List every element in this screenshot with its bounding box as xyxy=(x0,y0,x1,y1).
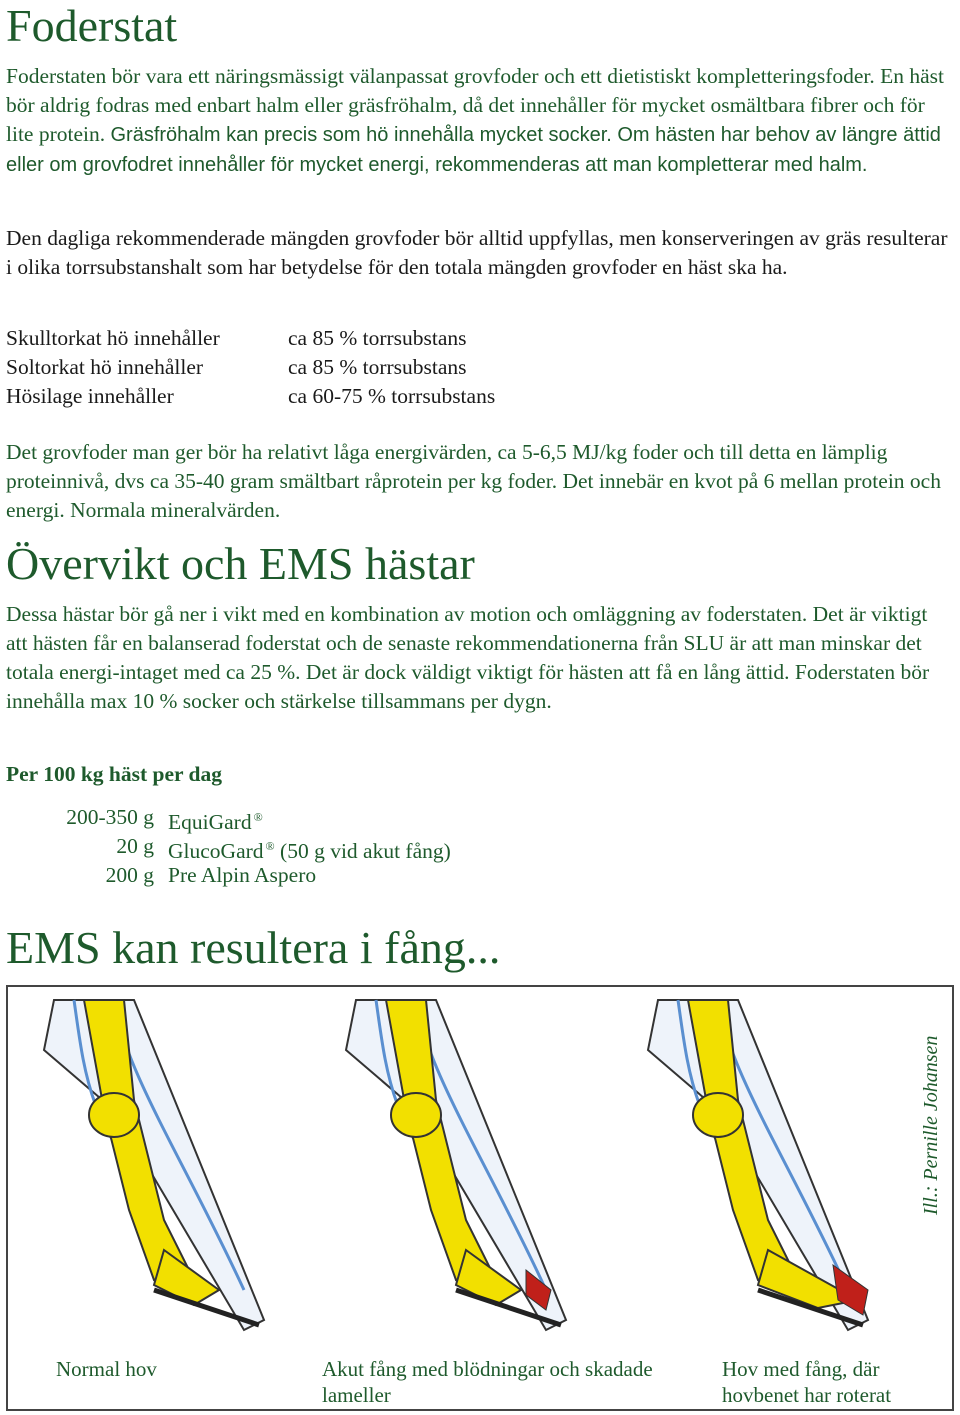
caption-acute: Akut fång med blödningar och skadade lameller xyxy=(322,1357,653,1407)
roughage-paragraph: Den dagliga rekommenderade mängden grovfoder bör alltid uppfyllas, men konserveringen av gräs resulterar i olika torrsubstanshalt som har betydelse för den totala mängden grovfoder en häst ska ha. xyxy=(6,226,948,279)
intro-sans-text: Gräsfröhalm kan precis som hö innehålla mycket socker. Om hästen har behov av längre ättid eller om grovfodret innehåller för mycket energi, rekommenderas att man kompletterar med halm. xyxy=(6,124,941,176)
caption-normal: Normal hov xyxy=(56,1357,157,1381)
dose-note: (50 g vid akut fång) xyxy=(280,839,451,863)
illustration-credit: Ill.: Pernille Johansen xyxy=(920,1035,942,1215)
table-row xyxy=(6,324,467,353)
rotated-hoof-illustration xyxy=(618,990,918,1340)
table-label: Skulltorkat hö innehåller xyxy=(6,326,220,350)
intro-green-text: Foderstaten bör vara ett näringsmässigt välanpassat grovfoder och ett dietistiskt kompletteringsfoder. En häst bör aldrig fodras med enbart halm eller gräsfröhalm, då det innehåller för mycket osmältbara fibrer och för lite protein. xyxy=(6,64,945,146)
dose-product-name: GlucoGard xyxy=(168,839,264,863)
table-row xyxy=(6,353,467,382)
table-row xyxy=(6,382,496,411)
dose-amount: 200 g xyxy=(105,863,154,887)
registered-mark: ® xyxy=(265,839,275,853)
section-title-laminitis: EMS kan resultera i fång... xyxy=(6,922,501,973)
acute-laminitis-hoof-illustration xyxy=(316,990,616,1340)
table-label: Soltorkat hö innehåller xyxy=(6,355,204,379)
dose-product-name: EquiGard xyxy=(168,810,252,834)
dose-amount: 20 g xyxy=(116,834,154,858)
dose-amount: 200-350 g xyxy=(66,805,154,829)
overweight-paragraph: Dessa hästar bör gå ner i vikt med en kombination av motion och omläggning av foderstaten. Det är viktigt att hästen får en balanserad foderstat och de senaste rekommendationerna från SLU är att man minskar det totala energi-intaget med ca 25 %. Det är dock väldigt viktigt för hästen att få en lång ättid. Foderstaten bör innehålla max 10 % socker och stärkelse tillsammans per dygn. xyxy=(6,602,930,713)
registered-mark: ® xyxy=(253,810,263,824)
energy-paragraph: Det grovfoder man ger bör ha relativt låga energivärden, ca 5-6,5 MJ/kg foder och till detta en lämplig proteinnivå, dvs ca 35-40 gram smältbart råprotein per kg foder. Det innebär en kvot på 6 mellan protein och energi. Normala mineralvärden. xyxy=(6,440,941,522)
table-value: ca 60-75 % torrsubstans xyxy=(288,384,496,408)
caption-rotated: Hov med fång, där hovbenet har roterat xyxy=(722,1357,892,1407)
dose-heading: Per 100 kg häst per dag xyxy=(6,762,223,786)
dose-product xyxy=(168,861,316,890)
section-title-overweight: Övervikt och EMS hästar xyxy=(6,538,475,589)
dose-product-name: Pre Alpin Aspero xyxy=(168,863,317,887)
normal-hoof-illustration xyxy=(14,990,314,1340)
page-title: Foderstat xyxy=(6,0,178,51)
table-label: Hösilage innehåller xyxy=(6,384,174,408)
table-value: ca 85 % torrsubstans xyxy=(288,326,467,350)
table-value: ca 85 % torrsubstans xyxy=(288,355,467,379)
intro-paragraph xyxy=(6,62,954,180)
